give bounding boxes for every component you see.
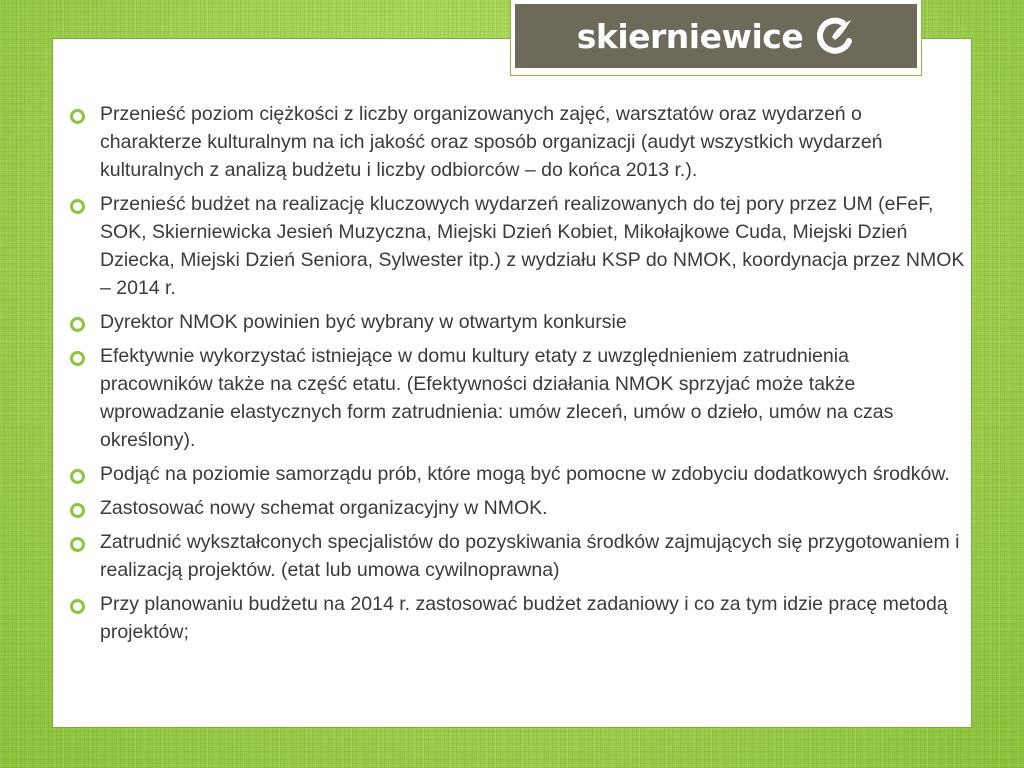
bullet-text: Dyrektor NMOK powinien być wybrany w otwartym konkursie — [100, 311, 627, 333]
list-item — [70, 590, 965, 646]
list-item — [70, 100, 965, 184]
ring-bullet-icon — [70, 469, 85, 484]
bullet-text: Efektywnie wykorzystać istniejące w domu kultury etaty z uwzględnieniem zatrudnienia pracowników także na część etatu. (Efektywności działania NMOK sprzyjać może także wprowadzanie elastycznych form zatrudnienia: umów zleceń, umów o dzieło, umów na czas określony). — [100, 345, 894, 451]
logo-text: skierniewice — [576, 16, 804, 56]
swirl-logo-icon — [813, 15, 855, 57]
list-item — [70, 190, 965, 302]
ring-bullet-icon — [70, 199, 85, 214]
ring-bullet-icon — [70, 599, 85, 614]
ring-bullet-icon — [70, 537, 85, 552]
list-item — [70, 308, 965, 336]
bullet-list — [70, 100, 965, 652]
bullet-text: Przy planowaniu budżetu na 2014 r. zastosować budżet zadaniowy i co za tym idzie pracę metodą projektów; — [100, 593, 948, 643]
logo-banner — [515, 4, 917, 68]
list-item — [70, 342, 965, 454]
logo-box — [510, 0, 922, 76]
list-item — [70, 528, 965, 584]
ring-bullet-icon — [70, 317, 85, 332]
ring-bullet-icon — [70, 351, 85, 366]
ring-bullet-icon — [70, 109, 85, 124]
bullet-text: Przenieść budżet na realizację kluczowych wydarzeń realizowanych do tej pory przez UM (eFeF, SOK, Skierniewicka Jesień Muzyczna, Miejski Dzień Kobiet, Mikołajkowe Cuda, Miejski Dzień Dziecka, Miejski Dzień Seniora, Sylwester itp.) z wydziału KSP do NMOK, koordynacja przez NMOK – 2014 r. — [100, 193, 965, 299]
ring-bullet-icon — [70, 503, 85, 518]
list-item — [70, 460, 965, 488]
bullet-text: Zastosować nowy schemat organizacyjny w NMOK. — [100, 497, 548, 519]
bullet-text: Przenieść poziom ciężkości z liczby organizowanych zajęć, warsztatów oraz wydarzeń o charakterze kulturalnym na ich jakość oraz sposób organizacji (audyt wszystkich wydarzeń kulturalnych z analizą budżetu i liczby odbiorców – do końca 2013 r.). — [100, 103, 883, 181]
bullet-text: Podjąć na poziomie samorządu prób, które mogą być pomocne w zdobyciu dodatkowych środków. — [100, 463, 950, 485]
bullet-text: Zatrudnić wykształconych specjalistów do pozyskiwania środków zajmujących się przygotowaniem i realizacją projektów. (etat lub umowa cywilnoprawna) — [100, 531, 960, 581]
list-item — [70, 494, 965, 522]
